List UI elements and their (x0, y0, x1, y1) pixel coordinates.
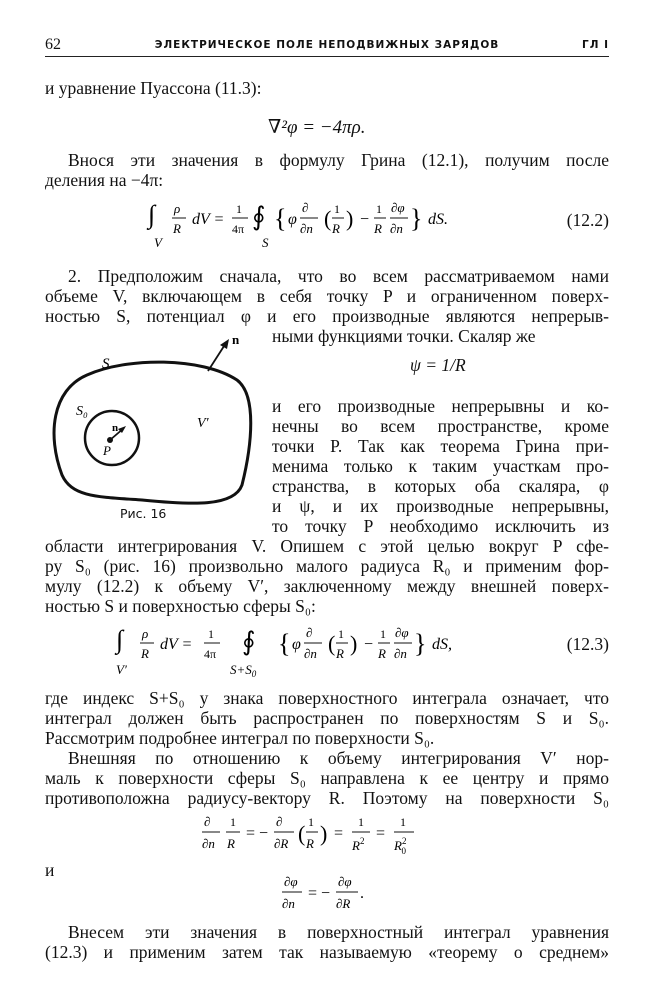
text-line: мулу (12.2) к объему V′, заключенному между внешней поверх- (45, 576, 609, 596)
svg-text:∂: ∂ (276, 814, 283, 829)
psi-equation: ψ = 1/R (410, 355, 466, 375)
svg-text:∂φ: ∂φ (391, 200, 405, 215)
text-line: то точку P необходимо исключить из (272, 516, 609, 536)
svg-text:= −: = − (308, 885, 331, 902)
svg-text:): ) (346, 206, 354, 231)
text-line: и (45, 860, 55, 880)
figure-label: S (102, 356, 110, 372)
svg-text:∂: ∂ (306, 625, 313, 640)
text-line: нечны во всем пространстве, кроме (272, 416, 609, 436)
svg-text:dS,: dS, (432, 636, 452, 653)
svg-text:dS.: dS. (428, 211, 448, 228)
svg-text:(: ( (324, 206, 332, 231)
svg-text:ρ: ρ (142, 626, 149, 641)
text-line: противоположна радиусу-вектору R. Поэтому на поверхности S₀ (45, 788, 609, 808)
text-line: ностью S и поверхностью сферы S₀: (45, 596, 316, 616)
svg-text:}: } (414, 629, 427, 658)
svg-text:∂φ: ∂φ (338, 874, 352, 889)
text-line: и ψ, и их производные непрерывны, (272, 496, 609, 516)
svg-text:∂n: ∂n (390, 221, 403, 236)
svg-text:4π: 4π (204, 647, 217, 661)
text-line: объеме V, включающем в себя точку P и ограниченном поверх- (45, 286, 609, 306)
text-line: точки P. Так как теорема Грина при- (272, 436, 609, 456)
svg-text:∫: ∫ (116, 625, 124, 654)
text-line: (12.3) и применим затем так называемую «теорему о среднем» (45, 942, 609, 962)
svg-text:R: R (378, 646, 386, 661)
svg-text:1: 1 (400, 815, 406, 829)
text-line: маль к поверхности сферы S₀ направлена к ее центру и прямо (45, 768, 609, 788)
running-header (45, 34, 609, 57)
text-line: и уравнение Пуассона (11.3): (45, 78, 262, 98)
text-line: 2. Предположим сначала, что во всем рассматриваемом нами (68, 266, 609, 286)
svg-text:(: ( (328, 631, 336, 656)
poisson-equation: ∇²φ = −4πρ. (268, 117, 366, 138)
running-title: ЭЛЕКТРИЧЕСКОЕ ПОЛЕ НЕПОДВИЖНЫХ ЗАРЯДОВ (154, 39, 500, 51)
figure-label: P (103, 443, 111, 458)
text-line: и его производные непрерывны и ко- (272, 396, 609, 416)
svg-text:1: 1 (358, 815, 364, 829)
text-line: ру S₀ (рис. 16) произвольно малого радиуса R₀ и применим фор- (45, 556, 609, 576)
svg-text:∫: ∫ (148, 200, 156, 229)
svg-text:∂: ∂ (302, 200, 309, 215)
svg-text:∂n: ∂n (304, 646, 317, 661)
svg-text:∂R: ∂R (274, 836, 289, 851)
text-line: ными функциями точки. Скаляр же (272, 326, 536, 346)
svg-text:R: R (141, 646, 149, 661)
svg-text:R: R (227, 836, 235, 851)
svg-text:∂n: ∂n (202, 836, 215, 851)
svg-text:.: . (360, 885, 364, 902)
text-line: странства, в которых оба скаляра, φ (272, 476, 609, 496)
svg-text:∂φ: ∂φ (395, 625, 409, 640)
svg-text:1: 1 (236, 202, 242, 216)
figure-caption: Рис. 16 (120, 506, 167, 521)
svg-text:S: S (262, 235, 269, 250)
text-line: где индекс S+S₀ у знака поверхностного интеграла означает, что (45, 688, 609, 708)
svg-text:dV =: dV = (192, 211, 225, 228)
svg-text:=: = (334, 825, 344, 842)
figure-label: V′ (197, 416, 209, 431)
chapter-label: ГЛ I (582, 39, 609, 51)
text-line: Внося эти значения в формулу Грина (12.1), получим после (68, 150, 609, 170)
page-number: 62 (45, 36, 61, 53)
figure-label: n (112, 422, 119, 434)
figure-label: S₀ (76, 404, 88, 419)
svg-text:1: 1 (308, 815, 314, 829)
svg-text:−: − (364, 636, 374, 653)
svg-text:R2: $R^2$ (352, 836, 365, 853)
text-line: Рассмотрим подробнее интеграл по поверхности S₀. (45, 728, 435, 748)
svg-text:S+S0: $S+S_0$ (230, 662, 257, 679)
svg-text:1: 1 (334, 202, 340, 216)
derivative-equation (196, 808, 476, 858)
equation-12-3 (108, 618, 508, 680)
svg-text:V′: V′ (116, 662, 127, 677)
svg-text:): ) (350, 631, 358, 656)
svg-text:ρ: ρ (174, 201, 181, 216)
svg-text:= −: = − (246, 825, 269, 842)
equation-number: (12.3) (566, 634, 609, 654)
svg-text:R: R (374, 221, 382, 236)
svg-text:∂: ∂ (204, 814, 211, 829)
svg-text:R: R (336, 646, 344, 661)
svg-text:∂φ: ∂φ (284, 874, 298, 889)
text-line: ностью S, потенциал φ и его производные являются непрерыв- (45, 306, 609, 326)
svg-text:1: 1 (380, 627, 386, 641)
text-line: Внешняя по отношению к объему интегрирования V′ нор- (68, 748, 609, 768)
svg-text:R: R (173, 221, 181, 236)
svg-text:1: 1 (376, 202, 382, 216)
svg-text:}: } (410, 204, 423, 233)
figure-label: n (232, 335, 240, 347)
svg-text:∮: ∮ (242, 627, 256, 656)
svg-text:1: 1 (338, 627, 344, 641)
text-line: менима только к таким участкам про- (272, 456, 609, 476)
svg-text:dV =: dV = (160, 636, 193, 653)
svg-text:4π: 4π (232, 222, 245, 236)
svg-text:∮: ∮ (252, 202, 266, 231)
equation-number: (12.2) (566, 210, 609, 230)
svg-text:R: R (306, 836, 314, 851)
svg-text:∂n: ∂n (282, 896, 295, 911)
svg-text:1: 1 (230, 815, 236, 829)
text-line: деления на −4π: (45, 170, 164, 190)
svg-text:{: { (278, 629, 291, 658)
svg-text:∂n: ∂n (394, 646, 407, 661)
figure-16 (42, 335, 272, 525)
svg-text:∂n: ∂n (300, 221, 313, 236)
svg-text:1: 1 (208, 627, 214, 641)
svg-text:=: = (376, 825, 386, 842)
equation-12-2 (140, 193, 520, 253)
svg-text:V: V (154, 235, 162, 250)
svg-text:R: R (332, 221, 340, 236)
svg-text:(: ( (298, 821, 306, 846)
svg-text:): ) (320, 821, 328, 846)
svg-text:R20: $R^2$ 0 (394, 836, 407, 856)
surface-s (54, 362, 251, 503)
phi-derivative-equation (276, 868, 396, 918)
text-line: области интегрирования V. Опишем с этой целью вокруг P сфе- (45, 536, 609, 556)
svg-text:{: { (274, 204, 287, 233)
svg-text:φ: φ (292, 636, 301, 653)
svg-text:φ: φ (288, 211, 297, 228)
text-line: Внесем эти значения в поверхностный интеграл уравнения (68, 922, 609, 942)
svg-text:∂R: ∂R (336, 896, 351, 911)
svg-text:−: − (360, 211, 370, 228)
text-line: интеграл должен быть распространен по поверхностям S и S₀. (45, 708, 609, 728)
